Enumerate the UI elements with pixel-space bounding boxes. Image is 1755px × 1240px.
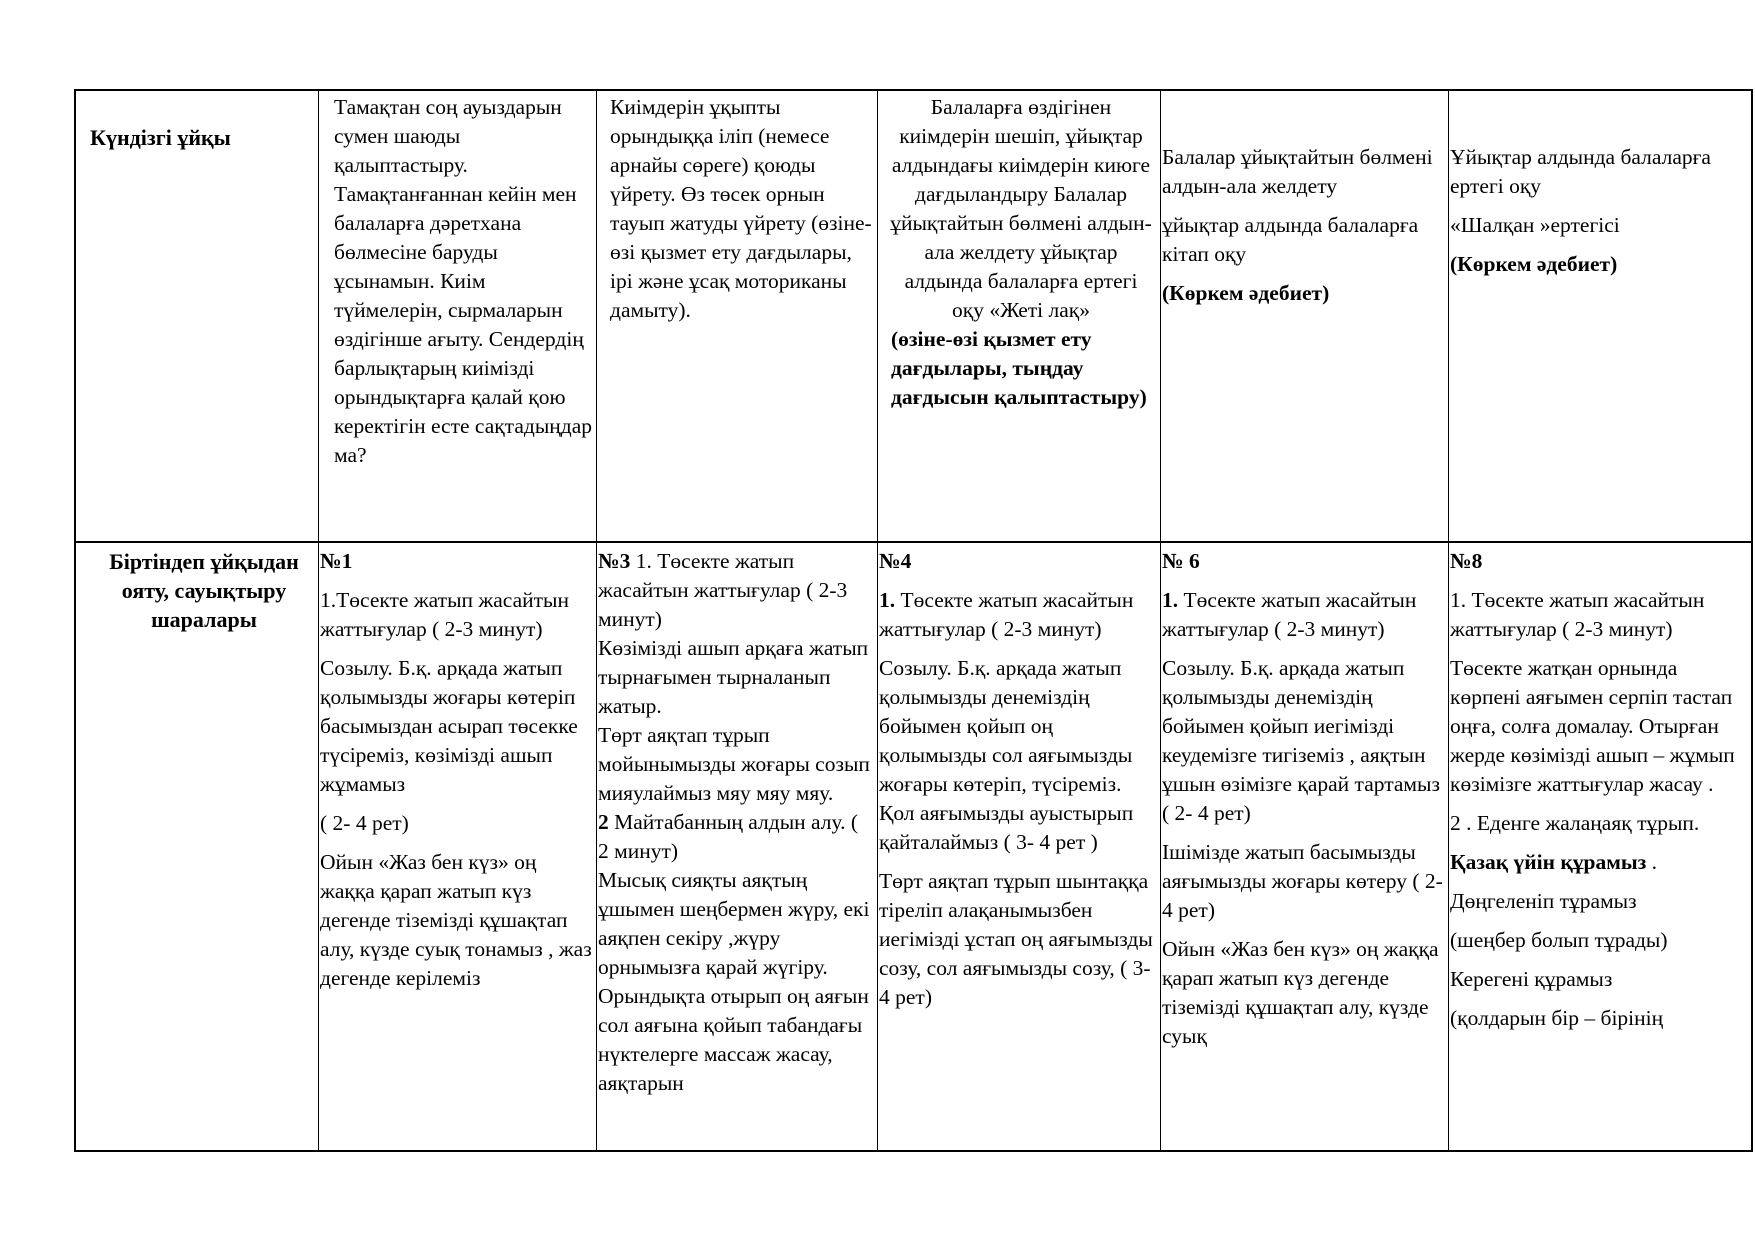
cell-paragraph: Дөңгеленіп тұрамыз <box>1450 889 1637 913</box>
cell-text: 1. Төсекте жатып жасайтын жаттығулар ( 2-3 минут) <box>598 549 848 631</box>
cell-paragraph: «Шалқан »ертегісі <box>1450 213 1620 237</box>
cell-paragraph: 1.Төсекте жатып жасайтын жаттығулар ( 2-3 минут) <box>320 588 569 641</box>
column-divider <box>596 91 597 1150</box>
row-divider <box>76 541 1751 543</box>
cell-paragraph: Төрт аяқтап тұрып шынтаққа тіреліп алақанымызбен иегімізді ұстап оң аяғымызды созу, сол аяғымызды созу, ( 3-4 рет) <box>879 869 1153 1009</box>
cell-paragraph-bold: (өзіне-өзі қызмет ету дағдылары, тыңдау дағдысын қалыптастыру) <box>891 327 1147 409</box>
cell-text: Төсекте жатып жасайтын жаттығулар ( 2-3 минут) <box>1162 588 1417 641</box>
cell-r1-c4 <box>1162 143 1444 533</box>
cell-paragraph: ұйықтар алдында балаларға кітап оқу <box>1162 213 1419 266</box>
cell-r2-c1 <box>320 547 594 1150</box>
cell-text: Төсекте жатып жасайтын жаттығулар ( 2-3 минут) <box>879 588 1134 641</box>
cell-r1-c2 <box>610 93 874 533</box>
cell-paragraph: 1. Төсекте жатып жасайтын жаттығулар ( 2-3 минут) <box>1450 588 1705 641</box>
cell-paragraph: Тамақтан соң ауыздарын сумен шаюды қалыптастыру. Тамақтанғаннан кейін мен балаларға дәретхана бөлмесіне баруды ұсынамын. Киім түймелерін, сырмаларын өздігінше ағыту. Сендердің барлықтарың киімізді орындықтарға қалай қою керектігін есте сақтадыңдар ма? <box>334 95 592 467</box>
cell-paragraph: ( 2- 4 рет) <box>320 811 409 835</box>
cell-paragraph: Созылу. Б.қ. арқада жатып қолымызды жоғары көтеріп басымыздан асырап төсекке түсіреміз, көзімізді ашып жұмамыз <box>320 656 578 796</box>
cell-text-bold: Қазақ үйін құрамыз <box>1450 850 1647 874</box>
cell-paragraph: Созылу. Б.қ. арқада жатып қолымызды денеміздің бойымен қойып оң қолымызды сол аяғымызды жоғары көтеріп, түсіреміз. Қол аяғымызды ауыстырып қайталаймыз ( 3- 4 рет ) <box>879 656 1134 854</box>
cell-r1-c1 <box>334 93 592 533</box>
cell-text: . <box>1646 850 1658 874</box>
cell-paragraph: Көзімізді ашып арқаға жатып тырнағымен тырналанып жатыр. <box>598 636 869 718</box>
cell-paragraph: Ішімізде жатып басымызды аяғымызды жоғары көтеру ( 2- 4 рет) <box>1162 840 1443 922</box>
cell-paragraph: Ұйықтар алдында балаларға ертегі оқу <box>1450 145 1711 198</box>
cell-paragraph: Төрт аяқтап тұрып мойынымызды жоғары созып мияулаймыз мяу мяу мяу. <box>598 723 870 805</box>
cell-paragraph: Балаларға өздігінен киімдерін шешіп, ұйықтар алдындағы киімдерін киюге дағдыландыру Балалар ұйықтайтын бөлмені алдын-ала желдету ұйықтар алдында балаларға ертегі оқу «Жеті лақ» <box>890 95 1152 322</box>
exercise-number: №1 <box>320 549 353 573</box>
column-divider <box>318 91 319 1150</box>
cell-r1-c3 <box>888 93 1154 533</box>
row-label-text: Біртіндеп ұйқыдан ояту, сауықтыру шаралары <box>109 549 299 632</box>
row-label-text: Күндізгі ұйқы <box>90 125 231 150</box>
exercise-number: №3 <box>598 549 631 573</box>
cell-r2-c2 <box>598 547 874 1150</box>
schedule-table <box>74 89 1753 1152</box>
exercise-number: 1. <box>879 588 896 612</box>
cell-r2-c5 <box>1450 547 1752 1150</box>
exercise-number: №4 <box>879 549 912 573</box>
cell-paragraph: Балалар ұйықтайтын бөлмені алдын-ала желдету <box>1162 145 1433 198</box>
cell-paragraph: (шеңбер болып тұрады) <box>1450 928 1668 952</box>
exercise-number: 1. <box>1162 588 1179 612</box>
row-label-daytime-sleep <box>90 123 310 152</box>
row-label-gradual-waking <box>106 547 302 634</box>
column-divider <box>1448 91 1449 1150</box>
cell-paragraph-bold: (Көркем әдебиет) <box>1450 252 1618 276</box>
cell-paragraph: Төсекте жатқан орнында көрпені аяғымен серпіп тастап оңға, солға домалау. Отырған жерде көзімізді ашып – жұмып көзімізге жаттығулар жасау . <box>1450 656 1735 796</box>
column-divider <box>877 91 878 1150</box>
cell-paragraph: 2 . Еденге жалаңаяқ тұрып. <box>1450 811 1700 835</box>
exercise-number: 2 <box>598 810 609 834</box>
cell-paragraph: Керегені құрамыз <box>1450 967 1613 991</box>
cell-paragraph: Созылу. Б.қ. арқада жатып қолымызды денеміздің бойымен қойып иегімізді кеудемізге тигіземіз , аяқтын ұшын өзімізге қарай тартамыз ( 2- 4 рет) <box>1162 656 1440 825</box>
column-divider <box>1160 91 1161 1150</box>
cell-paragraph: Ойын «Жаз бен күз» оң жаққа қарап жатып күз дегенде тіземізді құшақтап алу, күзде суық <box>1162 937 1439 1048</box>
cell-paragraph-bold: (Көркем әдебиет) <box>1162 281 1330 305</box>
cell-text: Майтабанның алдын алу. ( 2 минут) <box>598 810 859 863</box>
exercise-number: №8 <box>1450 549 1483 573</box>
cell-paragraph: (қолдарын бір – бірінің <box>1450 1006 1664 1030</box>
cell-r1-c5 <box>1450 143 1752 533</box>
cell-r2-c3 <box>879 547 1157 1150</box>
cell-paragraph: Ойын «Жаз бен күз» оң жаққа қарап жатып күз дегенде тіземізді құшақтап алу, күзде суық тонамыз , жаз дегенде керілеміз <box>320 850 592 990</box>
cell-paragraph: Орындықта отырып оң аяғын сол аяғына қойып табандағы нүктелерге массаж жасау, аяқтарын <box>598 984 869 1095</box>
cell-paragraph: Киімдерін ұқыпты орындыққа іліп (немесе арнайы сөреге) қоюды үйрету. Өз төсек орнын тауып жатуды үйрету (өзіне-өзі қызмет ету дағдылары, ірі және ұсақ моториканы дамыту). <box>610 95 872 322</box>
cell-paragraph: Мысық сияқты аяқтың ұшымен шеңбермен жүру, екі аяқпен секіру ,жүру орнымызға қарай жүгіру. <box>598 868 870 979</box>
cell-r2-c4 <box>1162 547 1446 1150</box>
exercise-number: № 6 <box>1162 549 1200 573</box>
